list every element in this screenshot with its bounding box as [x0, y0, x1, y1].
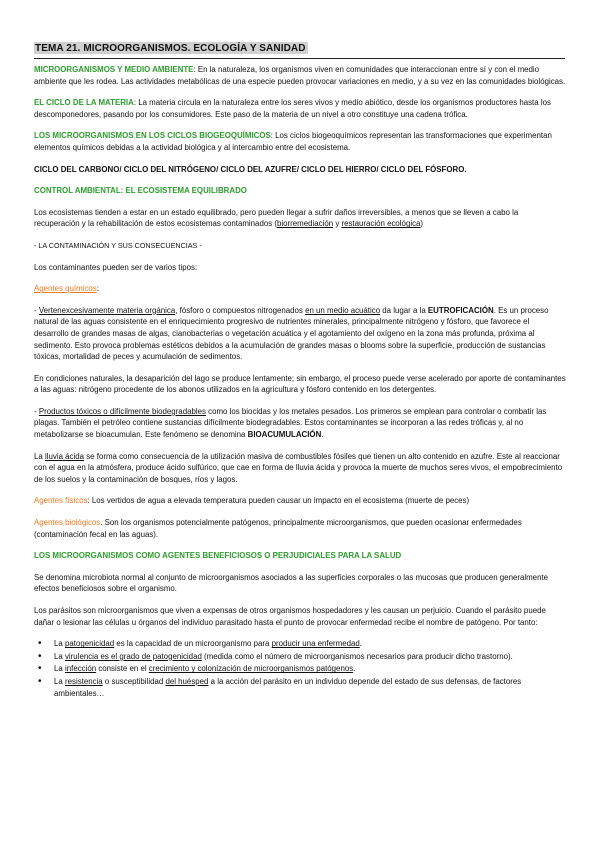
- list-item: [54, 651, 566, 663]
- text-run: .: [353, 664, 356, 674]
- text-run: ): [420, 219, 424, 229]
- text-run: :: [96, 284, 99, 294]
- paragraph-medio-ambiente: [34, 64, 566, 87]
- text-run: consiste en el: [96, 664, 149, 674]
- text-run: .: [359, 639, 362, 649]
- text-run: La: [54, 676, 65, 686]
- paragraph-agentes-fisicos: [34, 495, 566, 507]
- title-bar: [34, 38, 565, 59]
- paragraph-lluvia-acida: [34, 451, 566, 486]
- section-heading: LOS MICROORGANISMOS EN LOS CICLOS BIOGEOQUÍMICOS: [34, 131, 271, 141]
- heading-label: Agentes físicos: [34, 496, 88, 506]
- paragraph-text: : En la naturaleza, los organismos viven en comunidades que interaccionan entre sí y con el medio ambiente que les rodea. Las actividades metabólicas de una especie pueden provocar variaciones en medio, y a su vez en las comunidades biológicas.: [34, 65, 566, 86]
- cycles-list: CICLO DEL CARBONO/ CICLO DEL NITRÓGENO/ CICLO DEL AZUFRE/ CICLO DEL HIERRO/ CICLO DEL FÓSFORO.: [34, 164, 467, 174]
- paragraph-ciclo-materia: [34, 97, 566, 120]
- text-run: es la capacidad de un microorganismo para: [114, 639, 272, 649]
- list-item: [54, 663, 566, 675]
- list-item: [54, 638, 566, 650]
- paragraph-eutroficacion: [34, 305, 566, 363]
- term-biorremediacion: biorremediación: [276, 219, 334, 229]
- term-productos-toxicos: Productos tóxicos o difícilmente biodegradables: [38, 406, 206, 416]
- paragraph-ciclos-biogeoquimicos: [34, 130, 566, 153]
- text-run: como los biocidas y los metales pesados. Los primeros se emplean para controlar o combatir las plagas. También el petróleo contiene sustancias difícilmente biodegradables. Estos contaminantes se incorporan a las redes tróficas y, al no metabolizarse se bioacumulan. Este fenómeno se denomina: [34, 406, 547, 440]
- term-medio-acuatico: en un medio acuático: [305, 305, 381, 315]
- section-heading: MICROORGANISMOS Y MEDIO AMBIENTE: [34, 65, 194, 74]
- term: virulencia es el grado de patogenicidad: [64, 651, 202, 661]
- heading-label: Agentes químicos: [34, 284, 97, 294]
- term: infección: [64, 664, 97, 674]
- paragraph-text: : La materia circula en la naturaleza entre los seres vivos y medio abiótico, desde los organismos productores hasta los descomponedores, pasando por los consumidores. Este paso de la materia de un nivel a otro constituye una cadena trófica.: [34, 98, 551, 119]
- section-heading-beneficiosos: LOS MICROORGANISMOS COMO AGENTES BENEFICIOSOS O PERJUDICIALES PARA LA SALUD: [34, 551, 402, 561]
- term-lluvia-acida: lluvia ácida: [44, 451, 85, 461]
- term: del huésped: [165, 676, 209, 686]
- term: producir una enfermedad: [271, 639, 360, 649]
- contaminantes-intro: Los contaminantes pueden ser de varios tipos:: [34, 262, 198, 272]
- text-run: -: [34, 305, 39, 315]
- paragraph-condiciones: En condiciones naturales, la desaparición del lago se produce lentamente; sin embargo, el proceso puede verse acelerado por aporte de contaminantes a las aguas: nitrógeno procedente de los abonos utilizados en la agricultura y fósforo contenido en los detergentes.: [34, 373, 566, 395]
- term: crecimiento y colonización de microorganismos patógenos: [148, 664, 354, 674]
- text-run: . Son los organismos potencialmente patógenos, principalmente microorganismos, que pueden ocasionar enfermedades (contaminación fecal en las aguas).: [34, 518, 522, 539]
- text-run: La: [54, 639, 65, 649]
- definitions-list: [34, 638, 566, 699]
- paragraph-text: : Los ciclos biogeoquímicos representan las transformaciones que experimentan elementos químicos debidas a la actividad biológica y al intercambio entre del ecosistema.: [34, 131, 552, 152]
- term-vertido: Vertenexcesivamente materia orgánica: [38, 305, 176, 315]
- text-run: (medida como el número de microorganismos necesarios para producir dicho trastorno).: [201, 651, 513, 661]
- text-run: , fósforo o compuestos nitrogenados: [175, 305, 306, 315]
- section-heading-control: CONTROL AMBIENTAL: EL ECOSISTEMA EQUILIBRADO: [34, 186, 247, 196]
- text-run: . Es un proceso natural de las aguas consistente en el enriquecimiento progresivo de nutrientes minerales, principalmente nitrógeno y fósforo, que favorece el desarrollo de grandes masas de algas, cianobacterias o vegetación acuática y el agotamiento del oxígeno en la zona más profunda, próxima al sedimento. Esto provoca problemas estéticos debidos a la acumulación de grandes masas o blooms sobre la superficie, producción de sustancias tóxicas, mortalidad de peces y acumulación de sedimentos.: [34, 305, 549, 362]
- text-run: Los ecosistemas tienden a estar en un estado equilibrado, pero pueden llegar a sufrir daños irreversibles, a menos que se lleven a cabo la recuperación y la rehabilitación de estos ecosistemas contaminados (: [34, 207, 519, 229]
- heading-agentes-quimicos: [34, 283, 566, 295]
- paragraph-agentes-biologicos: [34, 517, 566, 540]
- term-eutroficacion: EUTROFICACIÓN: [427, 305, 494, 315]
- paragraph-parasitos: Los parásitos son microorganismos que viven a expensas de otros organismos hospedadores y les causan un perjuicio. Cuando el parásito puede dañar o lesionar las células u órganos del individuo parasitado hasta el punto de provocar enfermedad recibe el nombre de patógeno. Por tanto:: [34, 606, 546, 627]
- term: resistencia: [64, 676, 103, 686]
- term: patogenicidad: [64, 639, 115, 649]
- text-run: a la acción del parásito en un individuo depende del estado de sus defensas, de factores ambientales…: [54, 676, 522, 698]
- paragraph-toxicos: [34, 406, 566, 441]
- paragraph-microbiota: Se denomina microbiota normal al conjunto de microorganismos asociados a las superficies corporales o las mucosas que producen generalmente efectos beneficiosos sobre el organismo.: [34, 572, 549, 594]
- text-run: -: [34, 406, 39, 416]
- text-run: La: [34, 451, 45, 461]
- document-body: [34, 64, 566, 700]
- text-run: o susceptibilidad: [102, 676, 166, 686]
- text-run: se forma como consecuencia de la utilización masiva de combustibles fósiles que tienen un alto contenido en azufre. Este al reaccionar con el agua en la atmósfera, produce ácido sulfúrico, que cae en forma de lluvia ácida y provoca la muerte de muchos seres vivos, el empobrecimiento de los suelos y la contaminación de bosques, ríos y lagos.: [34, 451, 563, 484]
- text-run: .: [321, 430, 324, 440]
- text-run: La: [54, 651, 65, 661]
- text-run: y: [333, 219, 342, 229]
- text-run: : Los vertidos de agua a elevada temperatura pueden causar un impacto en el ecosistema (muerte de peces): [87, 496, 470, 506]
- section-heading: EL CICLO DE LA MATERIA: [34, 98, 134, 108]
- term-restauracion: restauración ecológica: [341, 219, 421, 229]
- subheading-contaminacion: - LA CONTAMINACIÓN Y SUS CONSECUENCIAS -: [34, 240, 202, 250]
- paragraph-ecosistemas: [34, 207, 566, 230]
- page-title: TEMA 21. MICROORGANISMOS. ECOLOGÍA Y SANIDAD: [35, 43, 306, 54]
- term-bioacumulacion: BIOACUMULACIÓN: [247, 430, 322, 440]
- heading-label: Agentes biológicos: [34, 518, 101, 528]
- text-run: La: [54, 664, 65, 674]
- text-run: da lugar a la: [380, 305, 428, 315]
- list-item: [54, 676, 566, 699]
